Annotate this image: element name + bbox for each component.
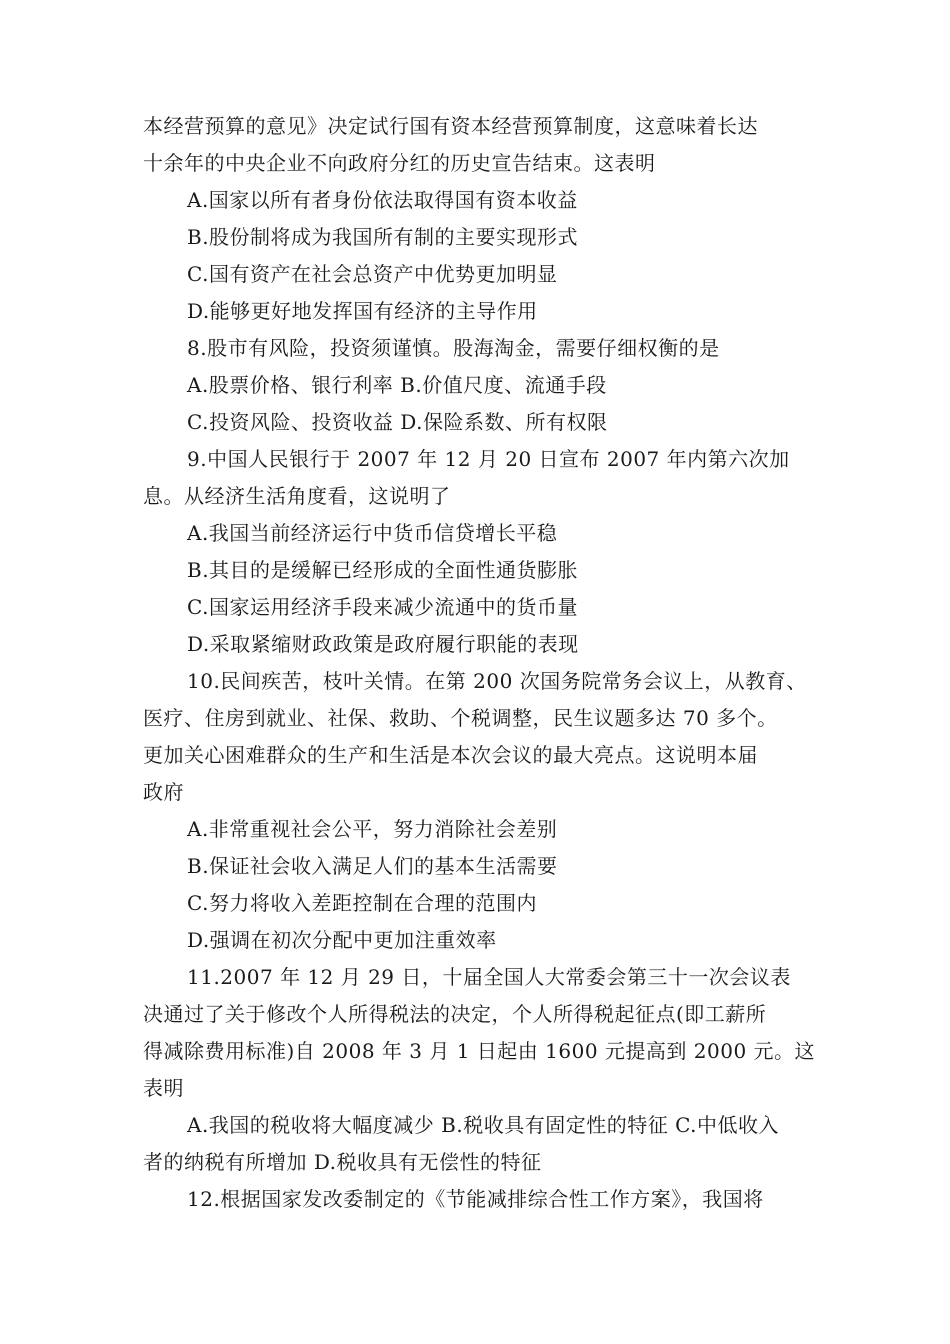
option-line: D.能够更好地发挥国有经济的主导作用 [187, 299, 538, 323]
text-line: 本经营预算的意见》决定试行国有资本经营预算制度，这意味着长达 [143, 114, 758, 138]
option-line: A.国家以所有者身份依法取得国有资本收益 [187, 188, 578, 212]
text-line: 更加关心困难群众的生产和生活是本次会议的最大亮点。这说明本届 [143, 743, 758, 767]
option-line: C.努力将收入差距控制在合理的范围内 [187, 891, 537, 915]
option-line: C.投资风险、投资收益 D.保险系数、所有权限 [187, 410, 608, 434]
text-line: 息。从经济生活角度看，这说明了 [143, 484, 451, 508]
option-line: B.保证社会收入满足人们的基本生活需要 [187, 854, 558, 878]
option-line: A.我国当前经济运行中货币信贷增长平稳 [187, 521, 558, 545]
text-line: 医疗、住房到就业、社保、救助、个税调整，民生议题多达 70 多个。 [143, 706, 778, 730]
question-line: 11.2007 年 12 月 29 日，十届全国人大常委会第三十一次会议表 [187, 965, 791, 989]
text-line: 十余年的中央企业不向政府分红的历史宣告结束。这表明 [143, 151, 656, 175]
option-line: A.我国的税收将大幅度减少 B.税收具有固定性的特征 C.中低收入 [187, 1113, 780, 1137]
option-line: A.股票价格、银行利率 B.价值尺度、流通手段 [187, 373, 607, 397]
option-line: B.股份制将成为我国所有制的主要实现形式 [187, 225, 579, 249]
option-line: D.采取紧缩财政政策是政府履行职能的表现 [187, 632, 579, 656]
option-line: A.非常重视社会公平，努力消除社会差别 [187, 817, 558, 841]
text-line: 表明 [143, 1076, 184, 1100]
document-body [143, 108, 815, 1218]
option-line: C.国家运用经济手段来减少流通中的货币量 [187, 595, 578, 619]
text-line: 得减除费用标准)自 2008 年 3 月 1 日起由 1600 元提高到 2000 元。这 [143, 1039, 816, 1063]
question-line: 10.民间疾苦，枝叶关情。在第 200 次国务院常务会议上，从教育、 [187, 669, 807, 693]
option-line: D.强调在初次分配中更加注重效率 [187, 928, 497, 952]
text-line: 政府 [143, 780, 184, 804]
text-line: 决通过了关于修改个人所得税法的决定，个人所得税起征点(即工薪所 [143, 1002, 767, 1026]
question-line: 8.股市有风险，投资须谨慎。股海淘金，需要仔细权衡的是 [187, 336, 720, 360]
question-line: 12.根据国家发改委制定的《节能减排综合性工作方案》，我国将 [187, 1187, 764, 1211]
option-line: B.其目的是缓解已经形成的全面性通货膨胀 [187, 558, 579, 582]
question-line: 9.中国人民银行于 2007 年 12 月 20 日宣布 2007 年内第六次加 [187, 447, 790, 471]
option-line: C.国有资产在社会总资产中优势更加明显 [187, 262, 558, 286]
text-line: 者的纳税有所增加 D.税收具有无偿性的特征 [143, 1150, 542, 1174]
